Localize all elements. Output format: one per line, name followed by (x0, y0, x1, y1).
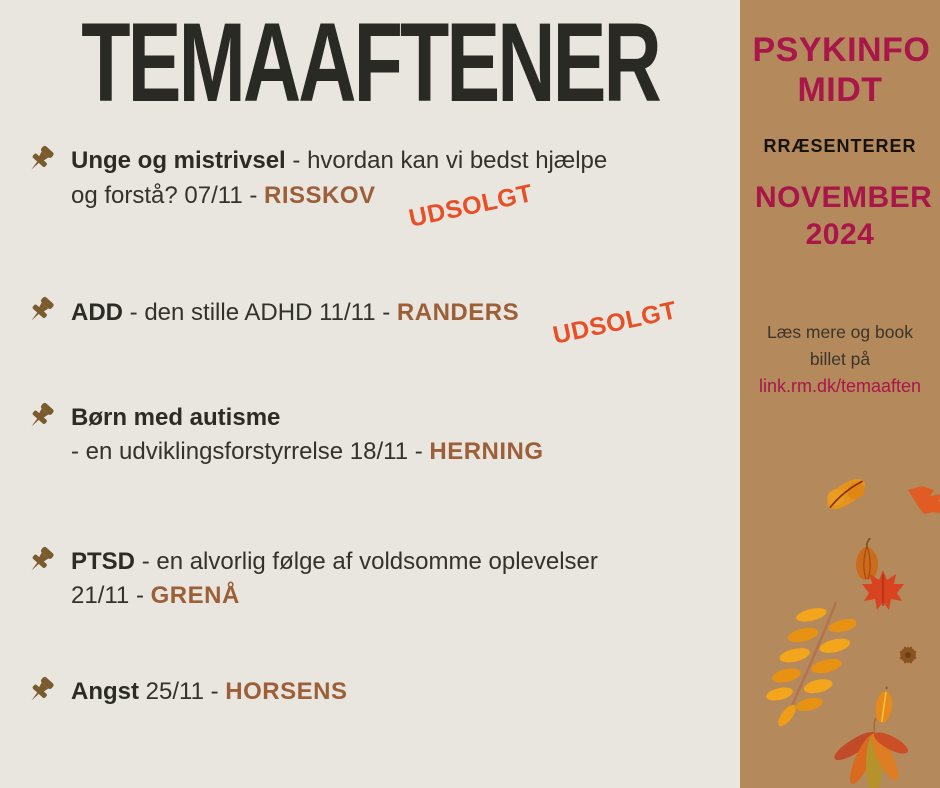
event-location: HORSENS (225, 678, 348, 705)
oak-leaf-image (820, 470, 872, 523)
event-item-add (25, 295, 740, 350)
pushpin-icon (25, 676, 57, 711)
event-title: PTSD (71, 548, 136, 575)
event-desc: - en alvorlig følge af voldsomme oplevelser (141, 548, 598, 575)
event-desc: - hvordan kan vi bedst hjælpe (292, 147, 608, 174)
event-text (71, 545, 598, 613)
event-title: Unge og mistrivsel (71, 147, 286, 174)
pushpin-icon (25, 402, 57, 469)
event-list (0, 144, 740, 711)
page-title: TEMAAFTENER (81, 0, 659, 125)
pushpin-icon (25, 546, 57, 613)
brand-title: PSYKINFO MIDT (752, 31, 931, 109)
event-title: Børn med autisme (71, 404, 281, 431)
title-area (0, 0, 740, 124)
event-text (71, 675, 347, 711)
rowan-leaf-image (764, 598, 856, 735)
event-location: RISSKOV (264, 182, 376, 209)
event-title: ADD (71, 299, 123, 326)
star-anise-image (890, 638, 926, 677)
soldout-badge: UDSOLGT (550, 296, 680, 350)
event-location: RANDERS (396, 299, 520, 326)
event-item-unge-og-mistrivsel (25, 144, 740, 233)
presents-label: RRÆSENTERER (763, 136, 917, 156)
event-text (71, 295, 680, 350)
booking-info-line2: billet på (809, 349, 871, 369)
event-location: GRENÅ (150, 582, 240, 609)
sidebar (740, 0, 940, 788)
booking-link: link.rm.dk/temaaften (758, 376, 922, 396)
event-text (71, 401, 544, 469)
event-item-born-med-autisme (25, 401, 740, 469)
soldout-badge: UDSOLGT (406, 179, 536, 233)
pushpin-icon (25, 145, 57, 213)
event-location: HERNING (429, 438, 544, 465)
booking-info (750, 319, 930, 400)
event-title: Angst (71, 678, 139, 705)
event-desc: - den stille ADHD 11/11 - (129, 299, 391, 326)
booking-info-line1: Læs mere og book (767, 322, 913, 342)
creeper-leaf-image (830, 718, 914, 788)
pushpin-icon (25, 296, 57, 331)
event-item-ptsd (25, 545, 740, 613)
event-item-angst (25, 675, 740, 711)
event-desc-2: og forstå? 07/11 - (71, 182, 258, 209)
event-desc-2: - en udviklingsforstyrrelse 18/11 - (71, 438, 423, 465)
event-desc: 25/11 - (145, 678, 219, 705)
red-maple-leaf-image (860, 568, 906, 617)
maple-leaf-fragment-image (904, 482, 940, 523)
event-desc-2: 21/11 - (71, 582, 144, 609)
event-text (71, 144, 608, 233)
month-title: NOVEMBER 2024 (755, 181, 933, 251)
